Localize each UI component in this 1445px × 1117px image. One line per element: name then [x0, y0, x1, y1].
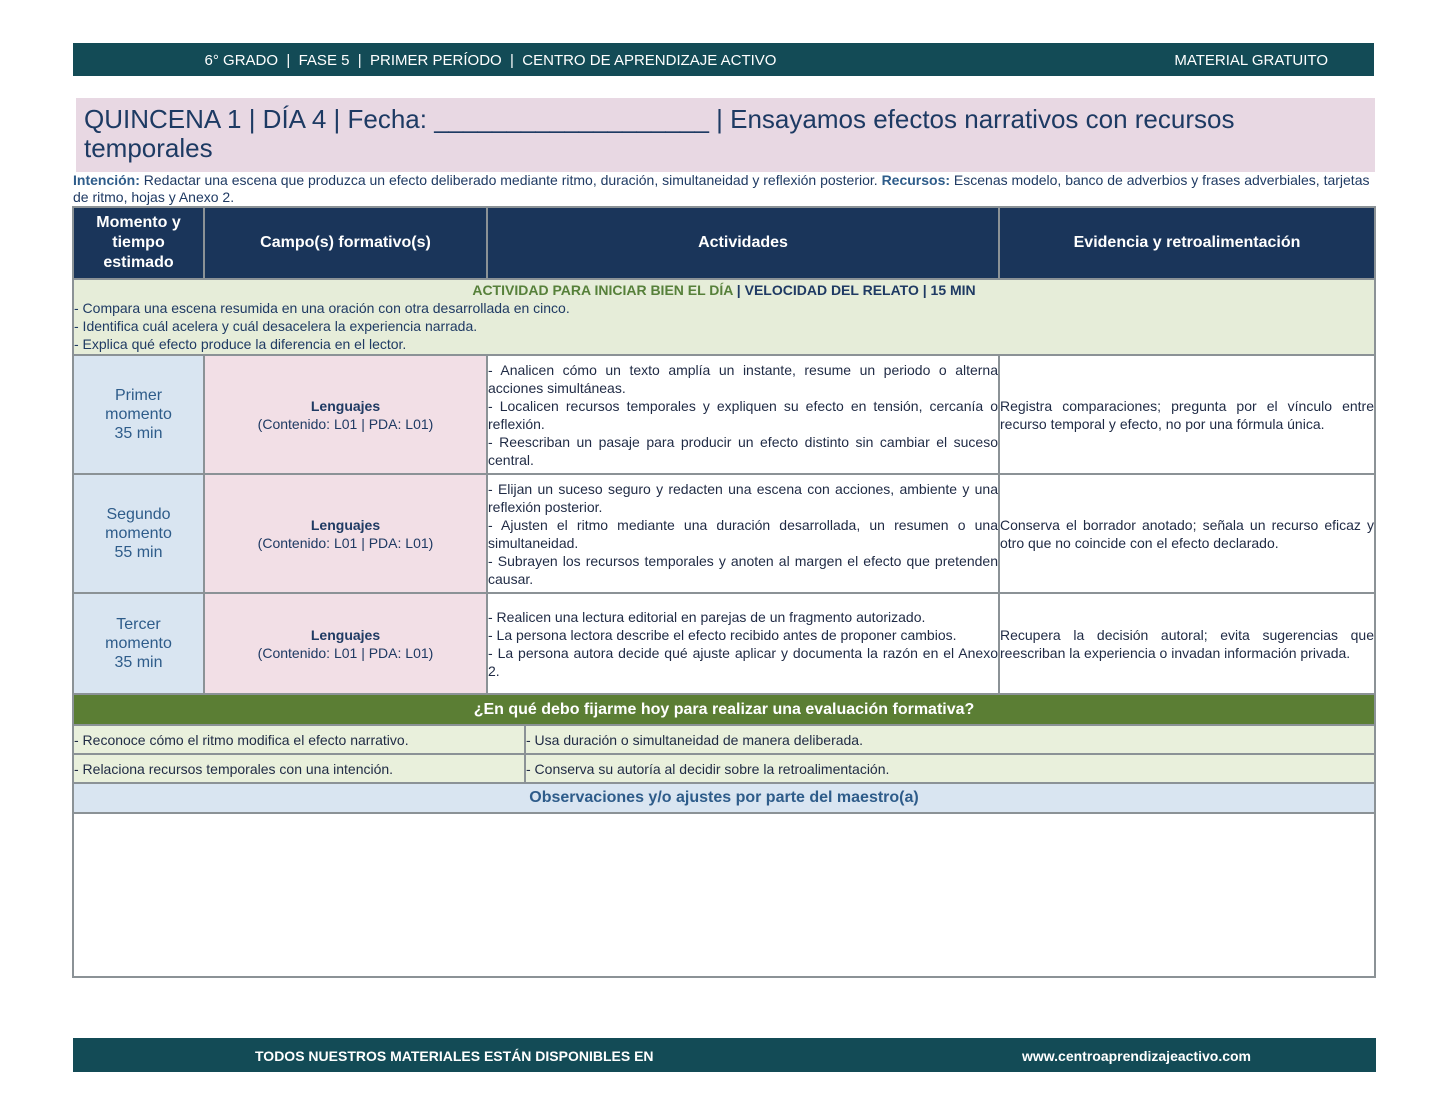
start-activity-title: [74, 281, 1374, 299]
activity-item: - La persona autora decide qué ajuste aplicar y documenta la razón en el Anexo 2.: [488, 644, 998, 679]
start-activity-item: - Explica qué efecto produce la diferencia en el lector.: [74, 336, 407, 352]
start-activity-row: [73, 279, 1375, 355]
field-cell: [204, 355, 487, 474]
start-activity-cell: [73, 279, 1375, 355]
moment-name: Segundo: [106, 506, 171, 523]
moment-name: Primer: [114, 387, 163, 404]
header-evidencia: Evidencia y retroalimentación: [999, 207, 1375, 279]
table-header-row: [73, 207, 1375, 279]
activity-item: - Realicen una lectura editorial en parejas de un fragmento autorizado.: [488, 608, 926, 625]
evidence-cell: Recupera la decisión autoral; evita sugerencias que reescriban la experiencia o invadan información privada.: [999, 593, 1375, 694]
moment-time: 35 min: [114, 654, 163, 671]
moment-cell: [73, 355, 204, 474]
activities-cell: [487, 355, 999, 474]
footer-bar: [73, 1038, 1376, 1072]
moment-row: [73, 355, 1375, 474]
footer-link[interactable]: www.centroaprendizajeactivo.com: [1022, 1048, 1251, 1064]
intencion-text: Redactar una escena que produzca un efecto deliberado mediante ritmo, duración, simultaneidad y reflexión posterior.: [139, 172, 882, 188]
recursos-label: Recursos:: [881, 172, 951, 188]
evaluation-header-row: [73, 694, 1375, 725]
moment-row: [73, 474, 1375, 593]
evidence-cell: Registra comparaciones; pregunta por el vínculo entre recurso temporal y efecto, no por una fórmula única.: [999, 355, 1375, 474]
field-name: Lenguajes: [310, 397, 381, 414]
field-name: Lenguajes: [310, 626, 381, 643]
header-actividades: Actividades: [487, 207, 999, 279]
field-name: Lenguajes: [310, 516, 381, 533]
moment-row: [73, 593, 1375, 694]
start-activity-item: - Identifica cuál acelera y cuál desacelera la experiencia narrada.: [74, 318, 478, 334]
moment-time: 35 min: [114, 425, 163, 442]
activities-cell: [487, 593, 999, 694]
field-content: (Contenido: L01 | PDA: L01): [257, 415, 434, 432]
header-info: 6° GRADO | FASE 5 | PRIMER PERÍODO | CENTRO DE APRENDIZAJE ACTIVO: [204, 52, 777, 69]
intro-text: [73, 172, 1373, 206]
field-cell: [204, 593, 487, 694]
evaluation-item: - Conserva su autoría al decidir sobre la retroalimentación.: [525, 754, 1375, 783]
lesson-plan-table: [72, 206, 1376, 978]
moment-name: Tercer: [116, 616, 161, 633]
recursos-text: Escenas modelo, banco de adverbios y frases adverbiales, tarjetas de ritmo, hojas y Anexo 2.: [73, 172, 1370, 205]
activity-item: - Ajusten el ritmo mediante una duración desarrollada, un resumen o una simultaneidad.: [488, 516, 998, 551]
moment-word: momento: [105, 635, 172, 652]
moment-cell: [73, 474, 204, 593]
footer-text: TODOS NUESTROS MATERIALES ESTÁN DISPONIBLES EN: [255, 1048, 654, 1064]
activity-item: - Elijan un suceso seguro y redacten una escena con acciones, ambiente y una reflexión posterior.: [488, 480, 998, 515]
observations-area[interactable]: [73, 813, 1375, 977]
moment-time: 55 min: [114, 544, 163, 561]
observations-row: [73, 813, 1375, 977]
activity-item: - Localicen recursos temporales y expliquen su efecto en tensión, cercanía o reflexión.: [488, 397, 998, 432]
header-free-label: MATERIAL GRATUITO: [1174, 52, 1328, 69]
activities-cell: [487, 474, 999, 593]
activity-item: - Reescriban un pasaje para producir un efecto distinto sin cambiar el suceso central.: [488, 433, 998, 468]
field-cell: [204, 474, 487, 593]
field-content: (Contenido: L01 | PDA: L01): [257, 534, 434, 551]
header-momento: Momento y tiempo estimado: [73, 207, 204, 279]
evaluation-row: [73, 754, 1375, 783]
header-campo: Campo(s) formativo(s): [204, 207, 487, 279]
activity-item: - Subrayen los recursos temporales y anoten al margen el efecto que pretenden causar.: [488, 552, 998, 587]
evaluation-item: - Relaciona recursos temporales con una intención.: [73, 754, 525, 783]
start-activity-label: ACTIVIDAD PARA INICIAR BIEN EL DÍA: [472, 282, 733, 298]
moment-cell: [73, 593, 204, 694]
evaluation-item: - Usa duración o simultaneidad de manera deliberada.: [525, 725, 1375, 754]
page-title: QUINCENA 1 | DÍA 4 | Fecha: ___________________ | Ensayamos efectos narrativos con recursos temporales: [76, 98, 1375, 172]
evaluation-item: - Reconoce cómo el ritmo modifica el efecto narrativo.: [73, 725, 525, 754]
observations-title: Observaciones y/o ajustes por parte del maestro(a): [73, 783, 1375, 813]
evaluation-title: ¿En qué debo fijarme hoy para realizar una evaluación formativa?: [73, 694, 1375, 725]
field-content: (Contenido: L01 | PDA: L01): [257, 644, 434, 661]
header-bar: [73, 43, 1374, 76]
moment-word: momento: [105, 406, 172, 423]
observations-header-row: [73, 783, 1375, 813]
activity-item: - La persona lectora describe el efecto recibido antes de proponer cambios.: [488, 626, 957, 643]
start-activity-item: - Compara una escena resumida en una oración con otra desarrollada en cinco.: [74, 300, 570, 316]
evaluation-row: [73, 725, 1375, 754]
moment-word: momento: [105, 525, 172, 542]
evidence-cell: Conserva el borrador anotado; señala un recurso eficaz y otro que no coincide con el efecto declarado.: [999, 474, 1375, 593]
intencion-label: Intención:: [73, 172, 140, 188]
start-activity-subtitle: | VELOCIDAD DEL RELATO | 15 MIN: [732, 282, 976, 298]
activity-item: - Analicen cómo un texto amplía un instante, resume un periodo o alterna acciones simultáneas.: [488, 361, 998, 396]
